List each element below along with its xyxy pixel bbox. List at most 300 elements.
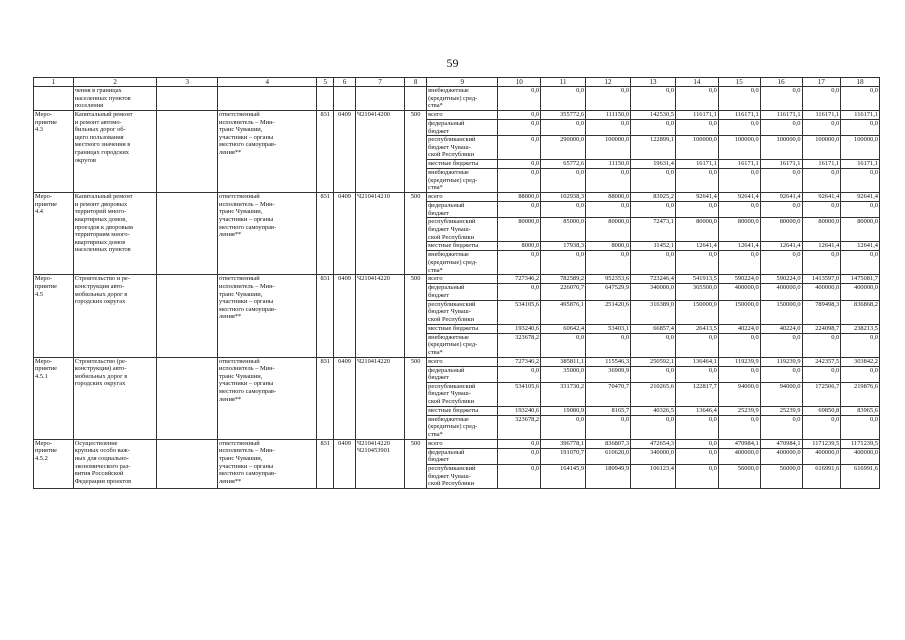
amount-cell: 0,0 [718,415,760,439]
amount-cell: 590224,0 [760,275,802,284]
section-code-cell: 0409 [334,275,356,357]
amount-cell: 242357,5 [802,357,841,366]
amount-cell: 0,0 [498,448,541,464]
funding-source-cell: республиканский бюджет Чуваш- ской Республики [427,382,498,406]
funding-source-cell: федеральный бюджет [427,284,498,300]
header-cell: 17 [802,78,841,87]
amount-cell: 16171,1 [841,160,880,169]
amount-cell: 80000,0 [675,218,718,242]
expense-type-cell: 500 [405,275,427,357]
target-code-cell: Ч210414210 [356,193,405,275]
header-cell: 3 [157,78,218,87]
amount-cell: 12641,4 [675,242,718,251]
empty-cell [157,193,218,275]
amount-cell: 80000,0 [841,218,880,242]
amount-cell: 0,0 [718,366,760,382]
amount-cell: 0,0 [675,439,718,448]
executor-cell: ответственный исполнитель – Мин- транс Чувашии, участники – органы местного самоуправ- ления** [218,357,317,439]
amount-cell: 0,0 [675,366,718,382]
amount-cell: 83965,6 [841,406,880,415]
grbs-code-cell: 831 [317,275,334,357]
amount-cell: 0,0 [675,87,718,111]
amount-cell: 0,0 [802,415,841,439]
amount-cell: 0,0 [841,87,880,111]
amount-cell: 0,0 [675,169,718,193]
expense-type-cell: 500 [405,439,427,488]
measure-title-cell: Капитальный ремонт и ремонт дворовых территорий много- квартирных домов, проездов к дворовым территориям много- квартирных домов населенных пунктов [73,193,157,275]
amount-cell: 0,0 [841,333,880,357]
amount-cell: 12641,4 [802,242,841,251]
amount-cell: 0,0 [718,202,760,218]
amount-cell: 116171,1 [760,111,802,120]
amount-cell: 303842,2 [841,357,880,366]
grbs-code-cell: 831 [317,111,334,193]
page-number: 59 [446,56,459,70]
header-cell: 15 [718,78,760,87]
amount-cell: 616991,6 [802,464,841,488]
executor-cell: ответственный исполнитель – Мин- транс Чувашии, участники – органы местного самоуправ- ления** [218,193,317,275]
header-cell: 6 [334,78,356,87]
amount-cell: 119239,9 [760,357,802,366]
amount-cell: 136464,1 [675,357,718,366]
funding-source-cell: республиканский бюджет Чуваш- ской Республики [427,218,498,242]
amount-cell: 952353,6 [586,275,631,284]
funding-source-cell: внебюджетные (кредитные) сред- ства* [427,169,498,193]
amount-cell: 36909,9 [586,366,631,382]
amount-cell: 0,0 [498,111,541,120]
measure-number-cell [34,87,74,111]
amount-cell: 17938,3 [541,242,586,251]
amount-cell: 0,0 [841,366,880,382]
section-code-cell: 0409 [334,111,356,193]
amount-cell: 0,0 [586,202,631,218]
funding-source-cell: федеральный бюджет [427,202,498,218]
amount-cell: 331730,2 [541,382,586,406]
amount-cell: 219876,6 [841,382,880,406]
amount-cell: 150000,0 [718,300,760,324]
amount-cell: 0,0 [760,366,802,382]
header-cell: 2 [73,78,157,87]
funding-source-cell: всего [427,275,498,284]
amount-cell: 115546,3 [586,357,631,366]
amount-cell: 0,0 [498,169,541,193]
amount-cell: 0,0 [631,169,676,193]
amount-cell: 13646,4 [675,406,718,415]
amount-cell: 80000,0 [802,218,841,242]
amount-cell: 0,0 [541,333,586,357]
amount-cell: 616991,6 [841,464,880,488]
measure-title-cell: Капитальный ремонт и ремонт автомо- бильных дорог об- щего пользования местного значения в границах городских округов [73,111,157,193]
header-cell: 14 [675,78,718,87]
header-cell: 11 [541,78,586,87]
empty-cell [157,439,218,488]
amount-cell: 723246,4 [631,275,676,284]
header-cell: 5 [317,78,334,87]
amount-cell: 40224,0 [718,324,760,333]
amount-cell: 66857,4 [631,324,676,333]
amount-cell: 11150,0 [586,160,631,169]
header-cell: 16 [760,78,802,87]
funding-source-cell: внебюджетные (кредитные) сред- ства* [427,87,498,111]
amount-cell: 19631,4 [631,160,676,169]
amount-cell: 250592,1 [631,357,676,366]
amount-cell: 193240,6 [498,324,541,333]
amount-cell: 122817,7 [675,382,718,406]
amount-cell: 789498,3 [802,300,841,324]
header-cell: 1 [34,78,74,87]
amount-cell: 226070,7 [541,284,586,300]
amount-cell: 396778,1 [541,439,586,448]
amount-cell: 0,0 [675,333,718,357]
amount-cell: 0,0 [760,251,802,275]
amount-cell: 400000,0 [718,284,760,300]
amount-cell: 0,0 [675,120,718,136]
amount-cell: 25239,9 [718,406,760,415]
executor-cell: ответственный исполнитель – Мин- транс Чувашии, участники – органы местного самоуправ- ления** [218,111,317,193]
amount-cell: 0,0 [631,202,676,218]
amount-cell: 100000,0 [675,136,718,160]
target-code-cell: Ч210414220 [356,357,405,439]
grbs-code-cell: 831 [317,357,334,439]
table-row [34,111,880,120]
amount-cell: 534105,6 [498,300,541,324]
amount-cell: 224098,7 [802,324,841,333]
amount-cell: 0,0 [675,448,718,464]
table-row [34,87,880,111]
amount-cell: 0,0 [760,87,802,111]
grbs-code-cell [317,87,334,111]
amount-cell: 0,0 [841,251,880,275]
amount-cell: 316389,0 [631,300,676,324]
amount-cell: 0,0 [498,87,541,111]
amount-cell: 534105,6 [498,382,541,406]
amount-cell: 340000,0 [631,284,676,300]
amount-cell: 0,0 [802,366,841,382]
amount-cell: 150000,0 [675,300,718,324]
header-cell: 12 [586,78,631,87]
amount-cell: 0,0 [760,202,802,218]
amount-cell: 164145,9 [541,464,586,488]
header-cell: 8 [405,78,427,87]
amount-cell: 0,0 [498,120,541,136]
amount-cell: 836807,3 [586,439,631,448]
target-code-cell: Ч210414200 [356,111,405,193]
amount-cell: 0,0 [498,136,541,160]
amount-cell: 94000,0 [718,382,760,406]
amount-cell: 85000,0 [541,218,586,242]
amount-cell: 12641,4 [760,242,802,251]
amount-cell: 0,0 [586,251,631,275]
amount-cell: 8165,7 [586,406,631,415]
amount-cell: 0,0 [760,415,802,439]
amount-cell: 0,0 [760,120,802,136]
table-row [34,439,880,448]
amount-cell: 727346,2 [498,357,541,366]
amount-cell: 340000,0 [631,448,676,464]
amount-cell: 65772,6 [541,160,586,169]
amount-cell: 0,0 [541,415,586,439]
funding-source-cell: местные бюджеты [427,160,498,169]
amount-cell: 0,0 [541,202,586,218]
amount-cell: 0,0 [675,202,718,218]
amount-cell: 0,0 [802,251,841,275]
amount-cell: 92641,4 [802,193,841,202]
amount-cell: 323678,2 [498,333,541,357]
amount-cell: 0,0 [498,439,541,448]
funding-source-cell: внебюджетные (кредитные) сред- ства* [427,251,498,275]
amount-cell: 53403,1 [586,324,631,333]
amount-cell: 470984,1 [718,439,760,448]
amount-cell: 472654,3 [631,439,676,448]
amount-cell: 400000,0 [841,448,880,464]
header-cell: 10 [498,78,541,87]
amount-cell: 116171,1 [841,111,880,120]
amount-cell: 8000,0 [586,242,631,251]
funding-source-cell: местные бюджеты [427,324,498,333]
funding-source-cell: республиканский бюджет Чуваш- ской Республики [427,464,498,488]
amount-cell: 0,0 [675,415,718,439]
amount-cell: 238213,5 [841,324,880,333]
amount-cell: 0,0 [498,251,541,275]
amount-cell: 150000,0 [760,300,802,324]
amount-cell: 80000,0 [760,218,802,242]
executor-cell: ответственный исполнитель – Мин- транс Чувашии, участники – органы местного самоуправ- ления** [218,275,317,357]
amount-cell: 0,0 [675,464,718,488]
amount-cell: 12641,4 [841,242,880,251]
amount-cell: 106123,4 [631,464,676,488]
amount-cell: 0,0 [541,87,586,111]
measure-number-cell: Меро- приятие 4.5.2 [34,439,74,488]
amount-cell: 0,0 [498,366,541,382]
amount-cell: 0,0 [802,202,841,218]
amount-cell: 385811,1 [541,357,586,366]
amount-cell: 100000,0 [802,136,841,160]
table-row [34,193,880,202]
amount-cell: 92641,4 [841,193,880,202]
amount-cell: 16171,1 [675,160,718,169]
section-code-cell: 0409 [334,357,356,439]
executor-cell: ответственный исполнитель – Мин- транс Чувашии, участники – органы местного самоуправ- ления** [218,439,317,488]
amount-cell: 116171,1 [675,111,718,120]
amount-cell: 70470,7 [586,382,631,406]
amount-cell: 0,0 [586,415,631,439]
amount-cell: 16171,1 [718,160,760,169]
amount-cell: 19080,9 [541,406,586,415]
amount-cell: 56000,0 [760,464,802,488]
amount-cell: 88000,0 [498,193,541,202]
measure-number-cell: Меро- приятие 4.5.1 [34,357,74,439]
expense-type-cell: 500 [405,357,427,439]
amount-cell: 1171239,5 [802,439,841,448]
funding-source-cell: всего [427,111,498,120]
header-row [34,78,880,87]
header-cell: 18 [841,78,880,87]
amount-cell: 0,0 [498,202,541,218]
amount-cell: 100000,0 [718,136,760,160]
funding-source-cell: внебюджетные (кредитные) сред- ства* [427,333,498,357]
amount-cell: 102938,3 [541,193,586,202]
amount-cell: 0,0 [841,169,880,193]
amount-cell: 116171,1 [718,111,760,120]
amount-cell: 193240,6 [498,406,541,415]
amount-cell: 836868,2 [841,300,880,324]
funding-source-cell: федеральный бюджет [427,120,498,136]
amount-cell: 1413597,0 [802,275,841,284]
funding-source-cell: местные бюджеты [427,406,498,415]
amount-cell: 122899,1 [631,136,676,160]
amount-cell: 0,0 [718,87,760,111]
amount-cell: 100000,0 [760,136,802,160]
amount-cell: 16171,1 [760,160,802,169]
budget-table [33,77,880,489]
amount-cell: 0,0 [675,251,718,275]
amount-cell: 0,0 [541,251,586,275]
amount-cell: 290000,0 [541,136,586,160]
amount-cell: 0,0 [631,251,676,275]
table-row [34,275,880,284]
amount-cell: 0,0 [631,333,676,357]
amount-cell: 12641,4 [718,242,760,251]
funding-source-cell: республиканский бюджет Чуваш- ской Республики [427,136,498,160]
empty-cell [157,87,218,111]
amount-cell: 92641,4 [718,193,760,202]
amount-cell: 0,0 [841,415,880,439]
amount-cell: 180949,9 [586,464,631,488]
amount-cell: 116171,1 [802,111,841,120]
amount-cell: 0,0 [802,333,841,357]
table-row [34,357,880,366]
amount-cell: 0,0 [586,333,631,357]
amount-cell: 92641,4 [675,193,718,202]
expense-type-cell [405,87,427,111]
amount-cell: 56000,0 [718,464,760,488]
amount-cell: 92641,4 [760,193,802,202]
amount-cell: 647529,9 [586,284,631,300]
amount-cell: 1171239,5 [841,439,880,448]
measure-number-cell: Меро- приятие 4.5 [34,275,74,357]
measure-title-cell: Строительство и ре- конструкция авто- мобильных дорог в городских округах [73,275,157,357]
funding-source-cell: внебюджетные (кредитные) сред- ства* [427,415,498,439]
amount-cell: 40224,0 [760,324,802,333]
amount-cell: 40326,5 [631,406,676,415]
amount-cell: 355772,6 [541,111,586,120]
expense-type-cell: 500 [405,193,427,275]
amount-cell: 25239,9 [760,406,802,415]
measure-number-cell: Меро- приятие 4.3 [34,111,74,193]
amount-cell: 0,0 [586,169,631,193]
amount-cell: 0,0 [802,120,841,136]
amount-cell: 0,0 [541,169,586,193]
amount-cell: 8000,0 [498,242,541,251]
amount-cell: 111150,0 [586,111,631,120]
amount-cell: 400000,0 [760,448,802,464]
section-code-cell: 0409 [334,193,356,275]
header-cell: 4 [218,78,317,87]
amount-cell: 782589,2 [541,275,586,284]
amount-cell: 26413,5 [675,324,718,333]
target-code-cell: Ч210414220 Ч210453901 [356,439,405,488]
amount-cell: 0,0 [718,251,760,275]
amount-cell: 191070,7 [541,448,586,464]
amount-cell: 0,0 [802,169,841,193]
grbs-code-cell: 831 [317,439,334,488]
amount-cell: 119239,9 [718,357,760,366]
measure-title-cell: чения в границах населенных пунктов поселения [73,87,157,111]
amount-cell: 1475081,7 [841,275,880,284]
amount-cell: 400000,0 [718,448,760,464]
funding-source-cell: федеральный бюджет [427,448,498,464]
amount-cell: 100000,0 [586,136,631,160]
amount-cell: 0,0 [631,120,676,136]
amount-cell: 400000,0 [760,284,802,300]
funding-source-cell: всего [427,193,498,202]
empty-cell [157,111,218,193]
amount-cell: 251420,6 [586,300,631,324]
amount-cell: 0,0 [631,366,676,382]
amount-cell: 0,0 [541,120,586,136]
header-cell: 9 [427,78,498,87]
amount-cell: 0,0 [718,333,760,357]
funding-source-cell: всего [427,439,498,448]
amount-cell: 541913,5 [675,275,718,284]
amount-cell: 0,0 [841,202,880,218]
target-code-cell [356,87,405,111]
amount-cell: 0,0 [718,169,760,193]
amount-cell: 100000,0 [841,136,880,160]
amount-cell: 210265,6 [631,382,676,406]
amount-cell: 16171,1 [802,160,841,169]
amount-cell: 0,0 [718,120,760,136]
amount-cell: 0,0 [586,87,631,111]
grbs-code-cell: 831 [317,193,334,275]
expense-type-cell: 500 [405,111,427,193]
amount-cell: 590224,0 [718,275,760,284]
amount-cell: 400000,0 [841,284,880,300]
amount-cell: 172506,7 [802,382,841,406]
amount-cell: 94000,0 [760,382,802,406]
amount-cell: 80000,0 [586,218,631,242]
section-code-cell: 0409 [334,439,356,488]
amount-cell: 0,0 [760,169,802,193]
amount-cell: 0,0 [631,415,676,439]
amount-cell: 727346,2 [498,275,541,284]
amount-cell: 400000,0 [802,284,841,300]
measure-title-cell: Осуществление крупных особо важ- ных для социально- экономического раз- вития Российской Федерации проектов [73,439,157,488]
section-code-cell [334,87,356,111]
executor-cell [218,87,317,111]
amount-cell: 72473,1 [631,218,676,242]
amount-cell: 0,0 [498,160,541,169]
header-cell: 13 [631,78,676,87]
amount-cell: 0,0 [498,284,541,300]
amount-cell: 142530,5 [631,111,676,120]
measure-title-cell: Строительство (ре- конструкция) авто- мобильных дорог в городских округах [73,357,157,439]
amount-cell: 0,0 [841,120,880,136]
measure-number-cell: Меро- приятие 4.4 [34,193,74,275]
amount-cell: 69850,8 [802,406,841,415]
amount-cell: 35000,0 [541,366,586,382]
header-cell: 7 [356,78,405,87]
funding-source-cell: местные бюджеты [427,242,498,251]
empty-cell [157,357,218,439]
amount-cell: 0,0 [760,333,802,357]
amount-cell: 11452,1 [631,242,676,251]
amount-cell: 80000,0 [718,218,760,242]
amount-cell: 88000,0 [586,193,631,202]
amount-cell: 80000,0 [498,218,541,242]
target-code-cell: Ч210414220 [356,275,405,357]
amount-cell: 470984,1 [760,439,802,448]
